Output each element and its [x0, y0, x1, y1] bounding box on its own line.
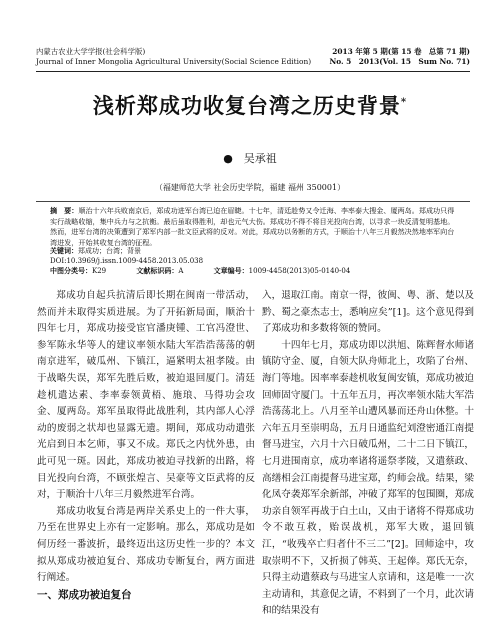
abstract-text: 顺治十六年兵败南京后，郑成功进军台湾已迫在眉睫。十七年，清廷趁势又令迁海、李率泰大搜金、厦两岛。郑成功只得实行战略收缩，集中兵力与之抗衡。最后虽取得胜利，却也元气大伤。郑成功不得不将目光投向台湾，以寻求一块反清复明基地。然而，进军台湾的决策遭到了郑军内部一批文臣武将的反对。对此，郑成功以务断的方式，于顺治十八年三月毅然决然地率军向台湾进发，开始其收复台湾的征程。 — [50, 206, 455, 247]
body-paragraph: 十四年七月，郑成功即以洪旭、陈辉督水师诸镇防守金、厦，自领大队舟师北上，攻陷了台州、海门等地。因率率泰趁机收复闽安镇，郑成功被迫回师固守厦门。十五年五月，再次率领水陆大军浩浩荡荡北上。八月至羊山遭风暴而还舟山休整。十六年五月至崇明岛，五月日通监纪刘澄密通江南提督马进宝，六月十六日破瓜州，二十二日下镇江，七月进围南京，成功率诸将遥祭孝陵，又遣蔡政、高缮相会江南提督马进宝郑，约师会战。结果，梁化凤夺袭郑军余新部，冲破了郑军的包围圈，郑成功亲自领军再战于白土山，又由于诸将不得郑成功令不敢互救，贻误战机，郑军大败，退回镇江，“收残卒亡归者什不三二”[2]。回师途中，攻取崇明不下，又折损了韩英、王起俸。郑氏无奈，只得主动遣蔡政与马进宝人京请和，这是唯一一次主动请和，其意促之请，不料到了一个月，此次请和的结果没有 — [262, 339, 474, 617]
body-right-column — [262, 288, 474, 620]
doc-code-label: 文献标识码： — [136, 266, 179, 275]
body-paragraph: 郑成功自起兵抗清后即长期在闽南一带活动，然而并未取得实质进展。为了开拓新局面，顺治十四年七月，郑成功接受宦官潘庚锺、工官冯澄世、参军陈永华等人的建议率领水陆大军浩浩荡荡的朝南京进军，破瓜州、下镇江，逼紧明太祖孝陵。由于战略失误，郑军先胜后败，被迫退回厦门。清廷趁机遣达素、李率泰领黄梧、施琅、马得功会攻金、厦两岛。郑军虽取得此战胜利，其内部人心浮动的废弱之状却也显露无遗。期间，郑成功动遣张光启到日本乞师，事又不成。郑氏之内忧外患，由此可见一斑。因此，郑成功被迫寻找新的出路，将目光投向台湾，不顾张煌言、吴豪等文臣武将的反对，于顺治十八年三月毅然进军台湾。 — [37, 290, 255, 501]
keywords-text: 郑成功；台湾；背景 — [78, 247, 141, 255]
affiliation: （福建师范大学 社会历史学院，福建 福州 350001） — [154, 183, 346, 192]
abstract-rule — [36, 201, 470, 202]
classification — [50, 266, 458, 276]
clc-label: 中图分类号： — [50, 266, 92, 275]
body-left-column — [37, 288, 255, 603]
journal-name-en: Journal of Inner Mongolia Agricultural University(Social Science Edition) — [36, 57, 312, 66]
article-no-value: 1009-4458(2013)05-0140-04 — [248, 267, 351, 275]
header-rule — [36, 71, 470, 72]
journal-name-cn: 内蒙古农业大学学报(社会科学版) — [36, 47, 146, 56]
body-paragraph: 郑成功收复台湾是两岸关系史上的一件大事，乃至在世界史上亦有一定影响。那么，郑成功是如何历经一番波折，最终迈出这历史性一步的？本文拟从郑成功被迫复台、郑成功专断复台，两方面进行阐述。 — [37, 505, 255, 584]
keywords-label: 关键词： — [50, 246, 78, 255]
issue-en: No. 5 2013(Vol. 15 Sum No. 71) — [329, 57, 470, 66]
clc-value: K29 — [92, 267, 107, 275]
author: ● 吴承祖 — [223, 152, 277, 165]
journal-header-left — [36, 47, 311, 67]
doi: DOI:10.3969/j.issn.1009-4458.2013.05.038 — [50, 257, 204, 265]
title-footnote-mark: * — [400, 97, 408, 108]
article-no-label: 文章编号： — [213, 266, 249, 275]
article-title — [0, 90, 500, 120]
title-text: 浅析郑成功收复台湾之历史背景 — [92, 93, 401, 118]
body-paragraph-continued: 入，退取江南。南京一得，彼闽、粤、浙、楚以及黔、蜀之豪杰志士，悉响应矣”[1]。这个意见得到了郑成功和多数将领的赞同。 — [262, 290, 474, 335]
journal-header-right — [329, 47, 470, 67]
abstract — [50, 206, 458, 248]
issue-cn: 2013 年第 5 期(第 15 卷 总第 71 期) — [332, 47, 470, 56]
section-heading: 一、郑成功被迫复台 — [37, 588, 132, 601]
keywords — [50, 246, 458, 256]
abstract-label: 摘 要： — [50, 206, 79, 215]
doc-code-value: A — [178, 267, 184, 275]
